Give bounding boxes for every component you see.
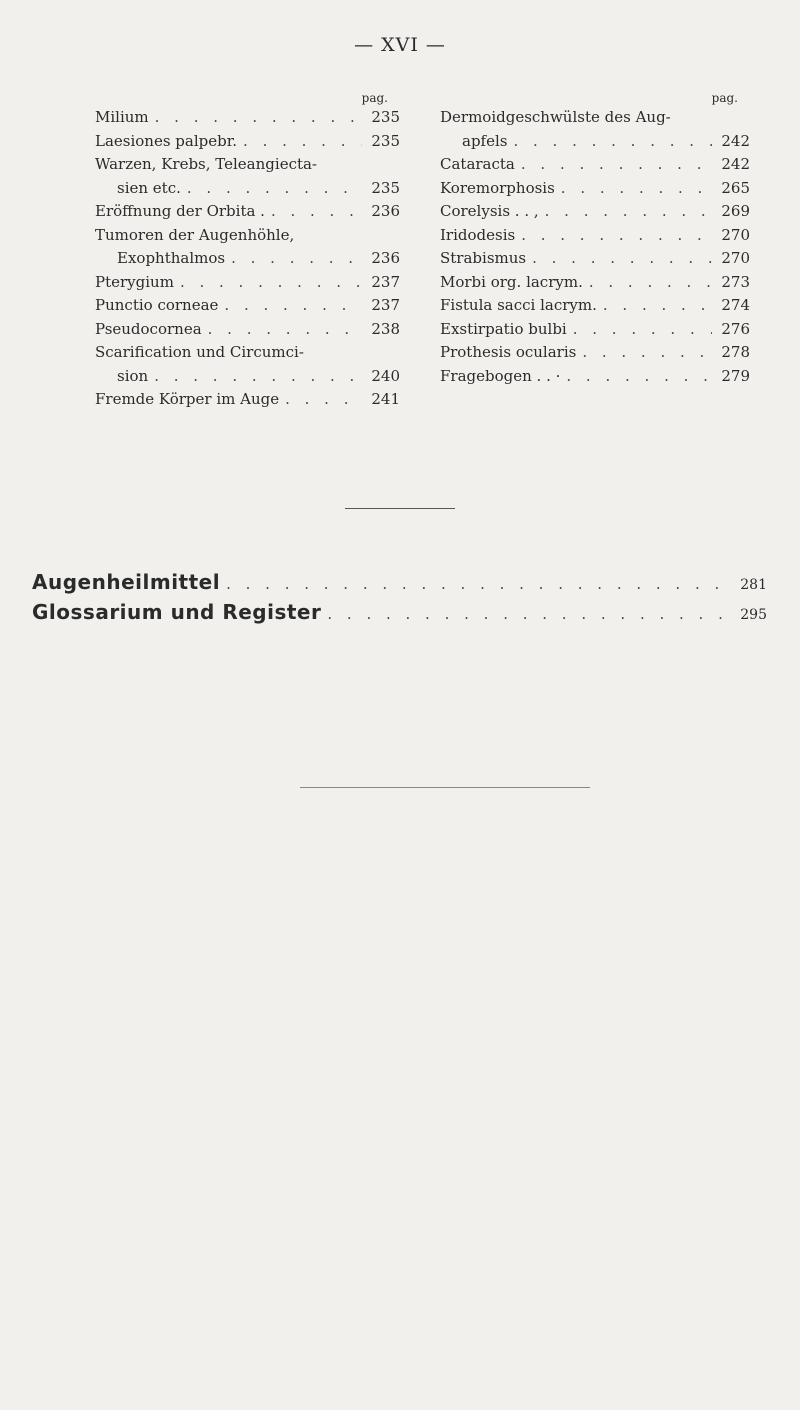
divider-rule	[345, 508, 455, 509]
entry-title: Morbi org. lacrym.	[440, 272, 583, 291]
entry-page: 242	[721, 131, 750, 150]
toc-entry	[95, 247, 400, 271]
divider-rule	[300, 787, 590, 788]
section-entry	[32, 600, 767, 624]
toc-entry	[440, 247, 750, 271]
entry-page: 235	[371, 178, 400, 197]
entry-title: sion	[117, 366, 149, 385]
page-number-header: — XVI —	[354, 34, 446, 56]
entry-title: Exstirpatio bulbi	[440, 319, 567, 338]
entry-title: Cataracta	[440, 155, 515, 173]
entry-title: Dermoidgeschwülste des Aug-	[440, 108, 671, 126]
entry-page: 270	[721, 249, 750, 267]
entry-title: Iridodesis	[440, 225, 516, 244]
toc-entry	[440, 365, 750, 389]
entry-page: 237	[371, 272, 400, 291]
pag-label: pag.	[711, 91, 738, 105]
toc-entry	[95, 177, 400, 201]
entry-page: 238	[371, 319, 400, 338]
entry-page: 265	[721, 178, 750, 197]
entry-page: 235	[371, 108, 400, 126]
toc-entry	[95, 200, 400, 224]
toc-entry	[95, 318, 400, 342]
pag-label: pag.	[361, 91, 388, 105]
entry-title: Eröffnung der Orbita .	[95, 202, 265, 220]
entry-title: Pseudocornea	[95, 319, 202, 338]
section-page: 295	[740, 607, 767, 623]
toc-entry	[440, 177, 750, 201]
toc-entry	[440, 341, 750, 365]
entry-title: Tumoren der Augenhöhle,	[95, 225, 295, 244]
entry-title: Laesiones palpebr.	[95, 131, 238, 150]
entry-page: 274	[721, 296, 750, 314]
entry-page: 278	[721, 343, 750, 361]
toc-entry	[440, 271, 750, 295]
entry-page: 270	[721, 225, 750, 244]
entry-title: Koremorphosis	[440, 178, 555, 197]
toc-entry	[95, 130, 400, 154]
entry-title: Exophthalmos	[117, 249, 226, 267]
toc-entry	[95, 153, 400, 177]
entry-title: Pterygium	[95, 272, 174, 291]
toc-entry	[440, 200, 750, 224]
toc-entry	[440, 130, 750, 154]
toc-left-column	[95, 90, 400, 412]
toc-entry	[95, 271, 400, 295]
entry-page: 279	[721, 366, 750, 385]
toc-entry	[440, 106, 750, 130]
entry-page: 240	[371, 366, 400, 385]
entry-page: 235	[371, 131, 400, 150]
toc-entry	[440, 294, 750, 318]
toc-entry	[440, 153, 750, 177]
toc-right-column	[440, 90, 750, 388]
entry-title: Fistula sacci lacrym.	[440, 296, 597, 314]
entry-page: 241	[371, 390, 400, 408]
toc-entry	[440, 318, 750, 342]
entry-page: 236	[371, 249, 400, 267]
entry-page: 269	[721, 202, 750, 220]
entry-title: Milium	[95, 108, 149, 126]
entry-page: 242	[721, 155, 750, 173]
entry-title: Fremde Körper im Auge	[95, 390, 280, 408]
entry-title: Corelysis . . ,	[440, 202, 539, 220]
toc-entry	[95, 365, 400, 389]
entry-title: Strabismus	[440, 249, 527, 267]
toc-entry	[95, 294, 400, 318]
toc-entry	[95, 224, 400, 248]
toc-entry	[95, 106, 400, 130]
entry-page: 236	[371, 202, 400, 220]
entry-title: apfels	[462, 131, 508, 150]
section-title: Glossarium und Register	[32, 600, 322, 624]
entry-title: Scarification und Circumci-	[95, 343, 304, 361]
entry-title: Fragebogen . . ·	[440, 366, 561, 385]
entry-page: 237	[371, 296, 400, 314]
entry-title: Prothesis ocularis	[440, 343, 577, 361]
toc-entry	[95, 341, 400, 365]
entry-page: 273	[721, 272, 750, 291]
section-entry	[32, 570, 767, 594]
toc-entry	[440, 224, 750, 248]
section-page: 281	[740, 577, 767, 593]
entry-title: Warzen, Krebs, Teleangiecta-	[95, 155, 318, 173]
section-title: Augenheilmittel	[32, 570, 221, 594]
entry-title: sien etc.	[117, 178, 181, 197]
entry-title: Punctio corneae	[95, 296, 219, 314]
toc-entry	[95, 388, 400, 412]
entry-page: 276	[721, 319, 750, 338]
